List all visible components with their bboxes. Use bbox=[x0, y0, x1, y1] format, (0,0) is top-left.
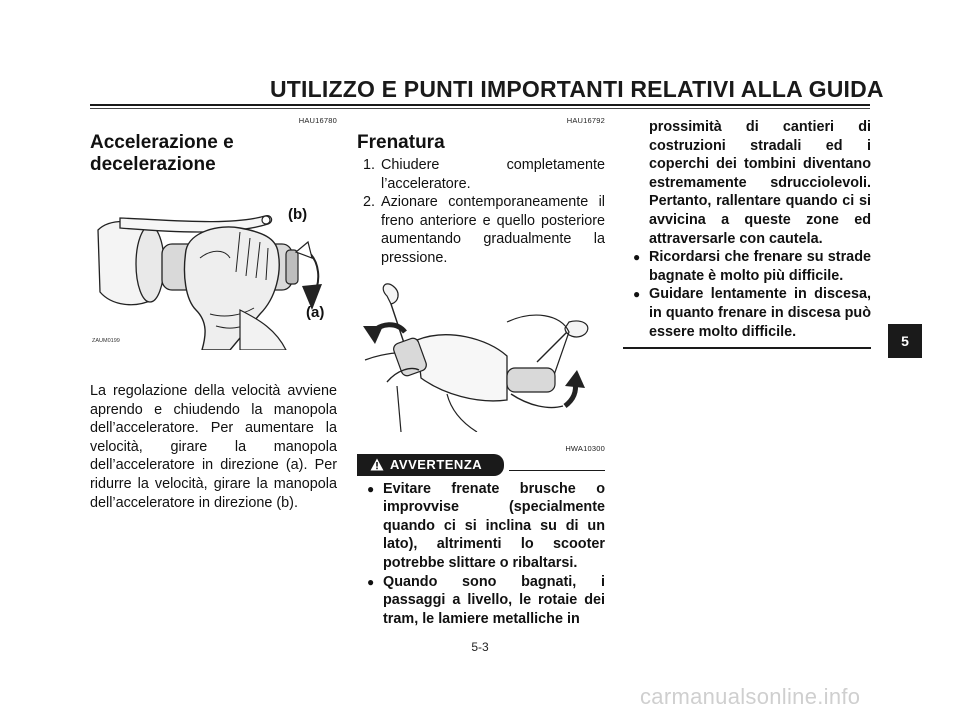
section-title: Frenatura bbox=[357, 132, 445, 153]
throttle-figure bbox=[90, 180, 337, 350]
step-text: Azionare contemporaneamente il freno anteriore e quello posteriore aumentando gradualmente la pressione. bbox=[381, 194, 605, 266]
rotation-arrow-icon bbox=[296, 242, 322, 310]
warning-bullet bbox=[357, 480, 605, 573]
section-title bbox=[90, 132, 337, 176]
step-number: 2. bbox=[362, 194, 375, 211]
chapter-tab: 5 bbox=[888, 324, 922, 358]
warning-bullet-text: Ricordarsi che frenare su strade bagnate è molto più difficile. bbox=[649, 249, 871, 284]
column-warning-continued bbox=[623, 118, 871, 349]
warning-label: AVVERTENZA bbox=[390, 456, 483, 472]
section-code: HAU16792 bbox=[566, 116, 605, 125]
step-number: 1. bbox=[362, 157, 375, 173]
warning-badge bbox=[357, 454, 504, 476]
brake-figure bbox=[357, 282, 605, 432]
warning-bullet bbox=[623, 285, 871, 341]
bullet-dot-icon: ● bbox=[633, 287, 641, 302]
warning-bullet bbox=[623, 248, 871, 285]
step-item bbox=[357, 156, 605, 193]
bullet-dot-icon: ● bbox=[367, 481, 375, 496]
acceleration-paragraph: La regolazione della velocità avviene aprendo e chiudendo la manopola dell’acceleratore. Per aumentare la velocità, girare la manopola dell’acceleratore in direzione (a). Per ridurre la velocità, girare la manopola dell’acceleratore in direzione (b). bbox=[90, 383, 337, 511]
header-rule-thin bbox=[90, 108, 870, 109]
warning-triangle-icon bbox=[370, 458, 384, 471]
rotation-arrow-icon bbox=[363, 324, 405, 343]
header-rule bbox=[90, 104, 870, 106]
handlebar-brake-illustration bbox=[357, 282, 605, 432]
warning-bullets bbox=[357, 480, 605, 629]
column-braking bbox=[357, 116, 605, 628]
section-title-line2: decelerazione bbox=[90, 154, 216, 175]
figure-code: ZAUM0199 bbox=[92, 338, 120, 344]
step-text: Chiudere completamente l’acceleratore. bbox=[381, 157, 605, 192]
direction-label-b: (b) bbox=[288, 206, 308, 223]
rotation-arrow-icon bbox=[565, 370, 585, 406]
warning-bullet-text: Evitare frenate brusche o improvvise (specialmente quando ci si inclina su di un lato), altrimenti lo scooter potrebbe slittare o ribaltarsi. bbox=[383, 480, 605, 571]
warning-header bbox=[357, 442, 605, 482]
warning-continuation: prossimità di cantieri di costruzioni stradali ed i coperchi dei tombini diventano estremamente sdrucciolevoli. Pertanto, rallentare quando ci si avvicina a queste zone ed attraversarle con cautela. bbox=[649, 119, 871, 247]
section-code: HAU16780 bbox=[298, 116, 337, 125]
warning-bullet-text: Guidare lentamente in discesa, in quanto frenare in discesa può essere molto difficile. bbox=[649, 286, 871, 340]
warning-bullet-text: Quando sono bagnati, i passaggi a livello, le rotaie dei tram, le lamiere metalliche in bbox=[383, 573, 605, 627]
warning-end-rule bbox=[623, 347, 871, 349]
bullet-dot-icon: ● bbox=[633, 250, 641, 265]
direction-label-a: (a) bbox=[306, 304, 325, 321]
warning-rule bbox=[509, 470, 605, 472]
page-number: 5-3 bbox=[471, 640, 489, 654]
watermark: carmanualsonline.info bbox=[640, 684, 861, 709]
bullet-dot-icon: ● bbox=[367, 574, 375, 589]
page-header-title: UTILIZZO E PUNTI IMPORTANTI RELATIVI ALLA GUIDA bbox=[270, 76, 884, 102]
warning-bullet bbox=[357, 573, 605, 629]
warning-code: HWA10300 bbox=[565, 443, 605, 453]
column-acceleration bbox=[90, 116, 337, 512]
step-item bbox=[357, 193, 605, 267]
braking-steps bbox=[357, 156, 605, 268]
section-title-line1: Accelerazione e bbox=[90, 132, 234, 153]
